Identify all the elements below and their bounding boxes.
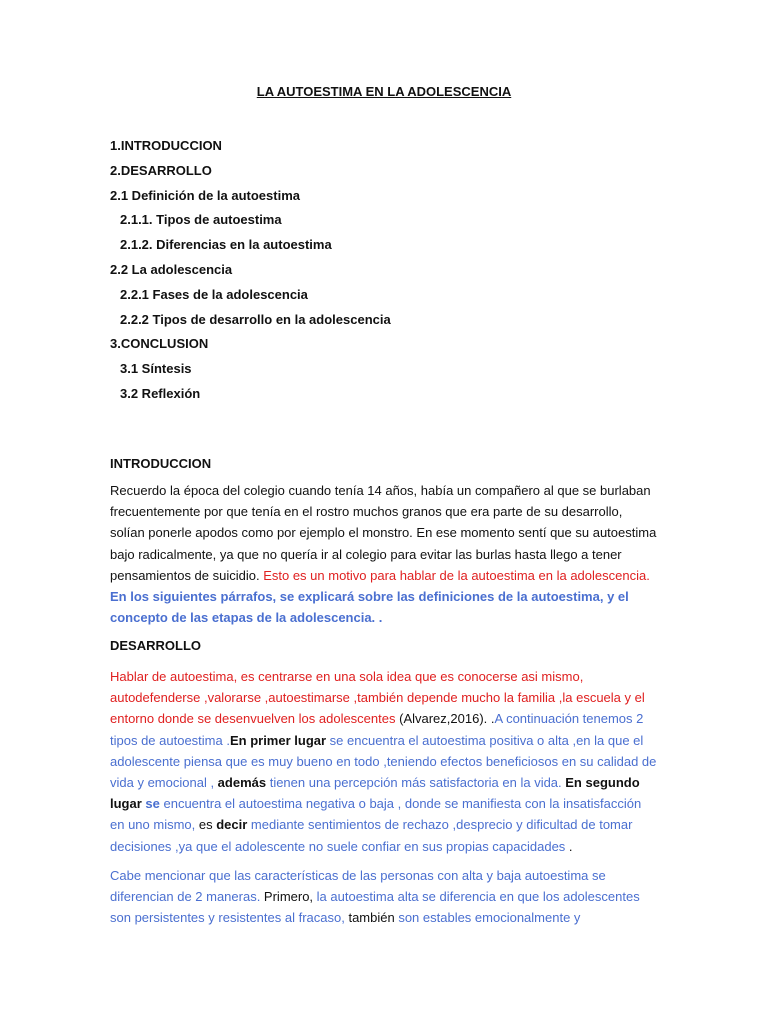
text-run: se <box>141 796 160 812</box>
intro-highlight-blue: En los siguientes párrafos, se explicará sobre las definiciones de la autoestima, y el concepto de las etapas de la adolescencia. . <box>110 589 629 626</box>
document-title: LA AUTOESTIMA EN LA ADOLESCENCIA <box>256 84 512 99</box>
toc-item: 2.2.1 Fases de la adolescencia <box>120 286 308 302</box>
table-of-contents <box>110 134 391 407</box>
toc-item: 2.2 La adolescencia <box>110 261 233 277</box>
text-run: Cabe mencionar que las características de las personas con alta y baja autoestima se diferencian de 2 maneras. <box>110 868 606 905</box>
toc-item: 2.1 Definición de la autoestima <box>110 187 300 203</box>
intro-paragraph <box>110 480 658 628</box>
text-run: es <box>198 817 217 833</box>
text-run: también <box>348 910 395 926</box>
intro-text: Recuerdo la época del colegio cuando tenía 14 años, había un compañero al que se burlaban frecuentemente por que tenía en el rostro muchos granos que era parte de su desarrollo, solían ponerle apodos como por ejemplo el monstro. En ese momento sentí que su autoestima bajo radicalmente, ya que no quería ir al colegio para evitar las burlas hasta llego a tener pensamientos de suicidio. <box>110 483 657 583</box>
text-run: Hablar de autoestima, es centrarse en una sola idea que es conocerse asi mismo, autodefenderse ,valorarse ,autoestimarse ,también depende mucho la familia ,la escuela y el entorno donde se desenvuelven los adolescentes <box>110 669 645 727</box>
text-run: En primer lugar <box>229 732 327 748</box>
text-run: Primero, <box>260 889 317 905</box>
text-run: tienen una percepción más satisfactoria en la vida. <box>266 775 566 791</box>
text-run: mediante sentimientos de rechazo ,desprecio y dificultad de tomar decisiones ,ya que el adolescente no suele confiar en sus propias capacidades <box>110 817 633 854</box>
toc-item: 1.INTRODUCCION <box>110 138 222 153</box>
desarrollo-heading: DESARROLLO <box>110 638 201 653</box>
text-run: la autoestima alta se diferencia en que los adolescentes son persistentes y resistentes al fracaso, <box>110 889 640 926</box>
text-run: se encuentra el autoestima positiva o alta ,en la que el adolescente piensa que es muy bueno en todo ,teniendo efectos beneficiosos en su calidad de vida y emocional , <box>110 732 657 791</box>
text-run: además <box>217 775 267 791</box>
text-run: decir <box>216 817 248 833</box>
toc-item: 2.1.1. Tipos de autoestima <box>120 212 282 228</box>
toc-item: 2.1.2. Diferencias en la autoestima <box>120 237 332 253</box>
toc-item: 2.DESARROLLO <box>110 162 212 178</box>
intro-heading: INTRODUCCION <box>110 456 212 471</box>
toc-item: 2.2.2 Tipos de desarrollo en la adolescencia <box>120 311 391 327</box>
text-run: son estables emocionalmente y <box>394 910 581 926</box>
text-run: encuentra el autoestima negativa o baja , donde se manifiesta con la insatisfacción en uno mismo, <box>110 796 642 833</box>
toc-item: 3.2 Reflexión <box>120 385 201 401</box>
desarrollo-paragraph-1 <box>110 666 658 857</box>
text-run: En segundo lugar <box>110 775 640 812</box>
toc-item: 3.CONCLUSION <box>110 336 209 352</box>
text-run: . <box>565 838 573 854</box>
desarrollo-paragraph-2 <box>110 865 658 929</box>
intro-highlight-red: Esto es un motivo para hablar de la autoestima en la adolescencia. <box>263 567 650 583</box>
text-run: A continuación tenemos 2 tipos de autoestima . <box>110 711 644 748</box>
toc-item: 3.1 Síntesis <box>120 361 192 377</box>
text-run: (Alvarez,2016). . <box>395 711 495 727</box>
